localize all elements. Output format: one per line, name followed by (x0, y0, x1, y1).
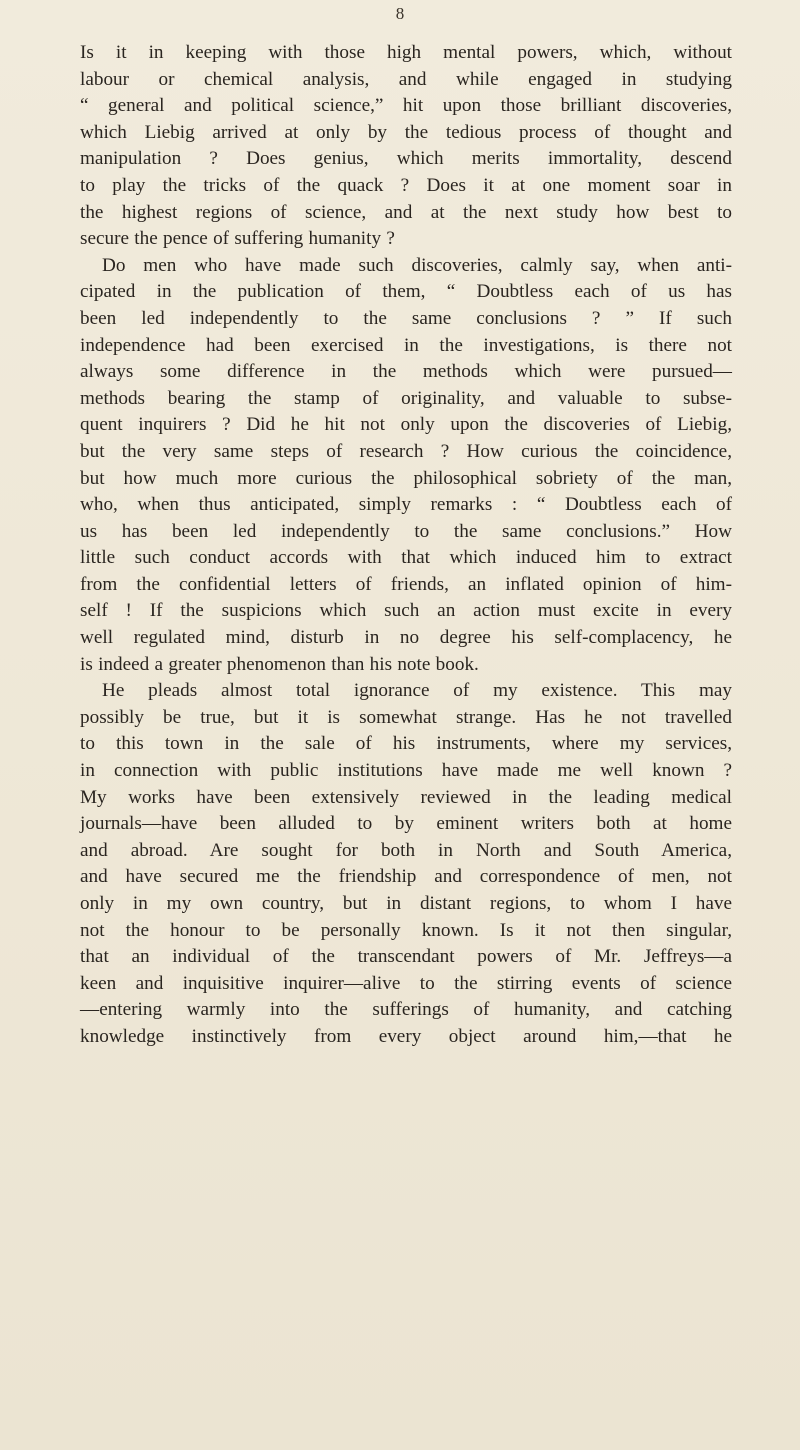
text-line: is indeed a greater phenomenon than his note book. (80, 653, 479, 675)
text-line: self ! If the suspicions which such an action must excite in every (80, 600, 732, 622)
body-text (80, 40, 732, 1051)
text-line: manipulation ? Does genius, which merits immortality, descend (80, 148, 732, 170)
text-line: journals—have been alluded to by eminent writers both at home (80, 813, 732, 835)
text-line: possibly be true, but it is somewhat strange. Has he not travelled (80, 706, 732, 728)
text-line: always some difference in the methods which were pursued— (80, 361, 732, 383)
text-line: in connection with public institutions have made me well known ? (80, 760, 732, 782)
text-line: from the confidential letters of friends, an inflated opinion of him- (80, 573, 732, 595)
text-line: been led independently to the same conclusions ? ” If such (80, 307, 732, 329)
text-line: labour or chemical analysis, and while engaged in studying (80, 68, 732, 90)
text-line: the highest regions of science, and at the next study how best to (80, 201, 732, 223)
page-number: 8 (395, 4, 405, 23)
text-line: us has been led independently to the same conclusions.” How (80, 520, 732, 542)
text-line: only in my own country, but in distant regions, to whom I have (80, 893, 732, 914)
text-line: and have secured me the friendship and correspondence of men, not (80, 866, 732, 888)
text-line: My works have been extensively reviewed in the leading medical (80, 786, 732, 808)
text-line: and abroad. Are sought for both in North and South America, (80, 839, 732, 861)
text-line: methods bearing the stamp of originality, and valuable to subse- (80, 387, 732, 409)
text-line: —entering warmly into the sufferings of humanity, and catching (80, 999, 732, 1021)
text-line: well regulated mind, disturb in no degree his self-complacency, he (80, 627, 732, 649)
text-line: cipated in the publication of them, “ Doubtless each of us has (80, 281, 732, 303)
text-line: Is it in keeping with those high mental powers, which, without (80, 42, 732, 63)
text-line: He pleads almost total ignorance of my existence. This may (102, 680, 732, 702)
text-line: secure the pence of suffering humanity ? (80, 228, 395, 250)
text-line: which Liebig arrived at only by the tedious process of thought and (80, 121, 732, 143)
text-line: but how much more curious the philosophical sobriety of the man, (80, 467, 732, 489)
text-line: not the honour to be personally known. Is it not then singular, (80, 919, 732, 941)
text-line: to play the tricks of the quack ? Does it at one moment soar in (80, 174, 732, 196)
text-line: that an individual of the transcendant powers of Mr. Jeffreys—a (80, 946, 732, 968)
text-line: who, when thus anticipated, simply remarks : “ Doubtless each of (80, 494, 732, 516)
text-line: but the very same steps of research ? How curious the coincidence, (80, 440, 732, 462)
text-line: “ general and political science,” hit upon those brilliant discoveries, (80, 95, 732, 117)
text-line: Do men who have made such discoveries, calmly say, when anti- (102, 254, 732, 276)
text-line: independence had been exercised in the investigations, is there not (80, 334, 732, 356)
text-line: to this town in the sale of his instruments, where my services, (80, 733, 732, 755)
text-line: keen and inquisitive inquirer—alive to the stirring events of science (80, 972, 732, 994)
text-line: knowledge instinctively from every object around him,—that he (80, 1025, 732, 1047)
text-line: little such conduct accords with that which induced him to extract (80, 547, 732, 569)
text-line: quent inquirers ? Did he hit not only upon the discoveries of Liebig, (80, 414, 732, 436)
